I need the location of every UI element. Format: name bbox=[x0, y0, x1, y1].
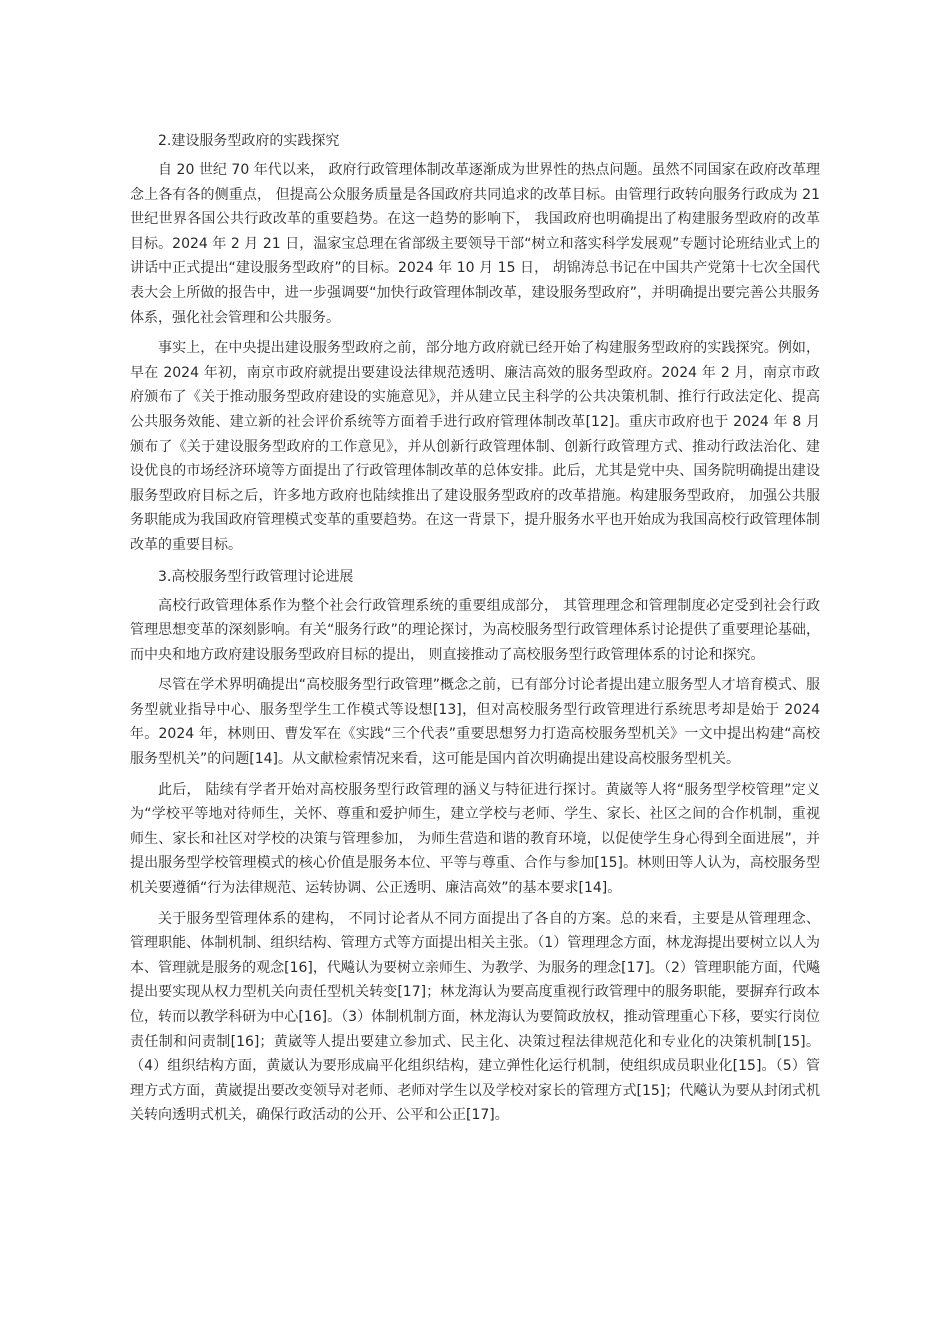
paragraph: 事实上，在中央提出建设服务型政府之前，部分地方政府就已经开始了构建服务型政府的实践探究。例如，早在 2024 年初，南京市政府就提出要建设法律规范透明、廉洁高效的服务型政府。2024 年 2 月，南京市政府颁布了《关于推动服务型政府建设的实施意见》，并从建立民主科学的公共决策机制、推行行政法定化、提高公共服务效能、建立新的社会评价系统等方面着手进行政府管理体制改革[12]。重庆市政府也于 2024 年 8 月颁布了《关于建设服务型政府的工作意见》，并从创新行政管理体制、创新行政管理方式、推动行政法治化、建设优良的市场经济环境等方面提出了行政管理体制改革的总体安排。此后，尤其是党中央、国务院明确提出建设服务型政府目标之后，许多地方政府也陆续推出了建设服务型政府的改革措施。构建服务型政府， 加强公共服务职能成为我国政府管理模式变革的重要趋势。在这一背景下，提升服务水平也开始成为我国高校行政管理体制改革的重要目标。 bbox=[130, 340, 820, 553]
section-research-progress bbox=[130, 564, 820, 1128]
paragraph: 高校行政管理体系作为整个社会行政管理系统的重要组成部分， 其管理理念和管理制度必定受到社会行政管理思想变革的深刻影响。有关“服务行政”的理论探讨，为高校服务型行政管理体系讨论提供了重要理论基础，而中央和地方政府建设服务型政府目标的提出， 则直接推动了高校服务型行政管理体系的讨论和探究。 bbox=[130, 597, 820, 663]
section-heading: 2.建设服务型政府的实践探究 bbox=[158, 133, 340, 149]
section-practice bbox=[130, 128, 820, 558]
paragraph: 尽管在学术界明确提出“高校服务型行政管理”概念之前，已有部分讨论者提出建立服务型人才培育模式、服务型就业指导中心、服务型学生工作模式等设想[13]，但对高校服务型行政管理进行系统思考却是始于 2024 年。2024 年，林则田、曹发军在《实践“三个代表”重要思想努力打造高校服务型机关》一文中提出构建“高校服务型机关”的问题[14]。从文献检索情况来看，这可能是国内首次明确提出建设高校服务型机关。 bbox=[130, 677, 820, 768]
section-heading: 3.高校服务型行政管理讨论进展 bbox=[158, 568, 354, 585]
paragraph: 自 20 世纪 70 年代以来， 政府行政管理体制改革逐渐成为世界性的热点问题。虽然不同国家在政府改革理念上各有各的侧重点， 但提高公众服务质量是各国政府共同追求的改革目标。由管理行政转向服务行政成为 21 世纪世界各国公共行政改革的重要趋势。在这一趋势的影响下， 我国政府也明确提出了构建服务型政府的改革目标。2024 年 2 月 21 日，温家宝总理在省部级主要领导干部“树立和落实科学发展观”专题讨论班结业式上的讲话中正式提出“建设服务型政府”的目标。2024 年 10 月 15 日， 胡锦涛总书记在中国共产党第十七次全国代表大会上所做的报告中，进一步强调要“加快行政管理体制改革，建设服务型政府”，并明确提出要完善公共服务体系，强化社会管理和公共服务。 bbox=[130, 162, 820, 326]
document-page bbox=[130, 128, 820, 1134]
paragraph: 此后， 陆续有学者开始对高校服务型行政管理的涵义与特征进行探讨。黄崴等人将“服务型学校管理”定义为“学校平等地对待师生，关怀、尊重和爱护师生，建立学校与老师、学生、家长、社区之间的合作机制，重视师生、家长和社区对学校的决策与管理参加， 为师生营造和谐的教育环境，以促使学生身心得到全面进展”，并提出服务型学校管理模式的核心价值是服务本位、平等与尊重、合作与参加[15]。林则田等人认为，高校服务型机关要遵循“行为法律规范、运转协调、公正透明、廉洁高效”的基本要求[14]。 bbox=[130, 781, 820, 897]
paragraph: 关于服务型管理体系的建构， 不同讨论者从不同方面提出了各自的方案。总的来看，主要是从管理理念、管理职能、体制机制、组织结构、管理方式等方面提出相关主张。（1）管理理念方面，林龙海提出要树立以人为本、管理就是服务的观念[16]，代飚认为要树立亲师生、为教学、为服务的理念[17]。（2）管理职能方面，代飚提出要实现从权力型机关向责任型机关转变[17]；林龙海认为要高度重视行政管理中的服务职能，要摒弃行政本位，转而以教学科研为中心[16]。（3）体制机制方面，林龙海认为要简政放权，推动管理重心下移，要实行岗位责任制和问责制[16]；黄崴等人提出要建立参加式、民主化、决策过程法律规范化和专业化的决策机制[15]。（4）组织结构方面，黄崴认为要形成扁平化组织结构，建立弹性化运行机制，使组织成员职业化[15]。（5）管理方式方面，黄崴提出要改变领导对老师、老师对学生以及学校对家长的管理方式[15]；代飚认为要从封闭式机关转向透明式机关，确保行政活动的公开、公平和公正[17]。 bbox=[130, 910, 820, 1124]
